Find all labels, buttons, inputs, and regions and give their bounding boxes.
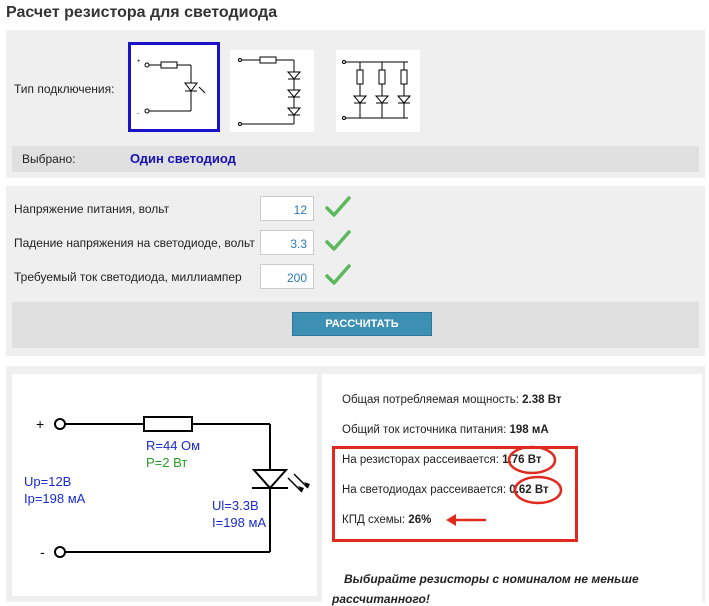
total-power-label: Общая потребляемая мощность: (342, 394, 519, 406)
button-bar (12, 302, 699, 348)
inputs-panel (6, 186, 705, 356)
circuit-diagram (12, 374, 317, 596)
supply-voltage-label: Напряжение питания, вольт (14, 202, 170, 216)
led-current-label: Требуемый ток светодиода, миллиампер (14, 270, 242, 284)
supply-voltage-text: Up=12В (24, 474, 72, 489)
efficiency-value: 26% (408, 514, 432, 526)
plus-terminal-label: + (36, 416, 45, 432)
option-parallel-leds[interactable] (336, 50, 420, 132)
connection-type-label: Тип подключения: (14, 82, 115, 96)
arrow-head-icon (446, 514, 456, 526)
resistor-value-circle (509, 447, 555, 473)
parallel-leds-diagram (336, 50, 420, 132)
selected-row (12, 146, 699, 172)
led-current-input[interactable]: 200 (260, 264, 314, 289)
annotation-overlay (322, 374, 702, 602)
led-dissipation-value: 0.62 Вт (509, 484, 549, 496)
results-panel (6, 366, 705, 606)
check-icon (324, 262, 352, 288)
check-icon (324, 194, 352, 220)
circuit-schematic (12, 374, 317, 596)
svg-text:+: + (137, 59, 141, 65)
resistor-dissipation-value: 1.76 Вт (502, 454, 542, 466)
single-led-diagram (131, 45, 217, 129)
supply-current-text: Ip=198 мА (24, 491, 86, 506)
efficiency-label: КПД схемы: (342, 514, 406, 526)
led-voltage-label: Падение напряжения на светодиоде, вольт (14, 236, 255, 250)
total-power-value: 2.38 Вт (522, 394, 562, 406)
svg-text:-: - (137, 111, 139, 117)
series-leds-diagram (230, 50, 314, 132)
selected-value: Один светодиод (130, 151, 236, 166)
connection-panel (6, 30, 705, 178)
resistor-power-label: P=2 Вт (146, 455, 188, 470)
minus-terminal-label: - (40, 544, 45, 560)
led-dissipation-label: На светодиодах рассеивается: (342, 484, 507, 496)
results-box (322, 374, 702, 606)
led-voltage-input[interactable]: 3.3 (260, 230, 314, 255)
selected-label: Выбрано: (22, 152, 76, 166)
option-single-led[interactable] (128, 42, 220, 132)
led-value-circle (515, 477, 561, 503)
led-voltage-text: Ul=3.3В (212, 498, 259, 513)
resistor-value-label: R=44 Ом (146, 438, 201, 453)
total-current-value: 198 мА (509, 424, 549, 436)
total-current-label: Общий ток источника питания: (342, 424, 507, 436)
calculate-button[interactable]: РАССЧИТАТЬ (292, 312, 432, 336)
resistor-dissipation-label: На резисторах рассеивается: (342, 454, 499, 466)
page-title: Расчет резистора для светодиода (6, 4, 278, 21)
option-series-leds[interactable] (230, 50, 314, 132)
check-icon (324, 228, 352, 254)
supply-voltage-input[interactable]: 12 (260, 196, 314, 221)
led-current-text: I=198 мА (212, 515, 267, 530)
note-line-1: Выбирайте резисторы с номиналом не меньше (344, 572, 639, 586)
note-line-2: рассчитанного! (332, 592, 430, 606)
